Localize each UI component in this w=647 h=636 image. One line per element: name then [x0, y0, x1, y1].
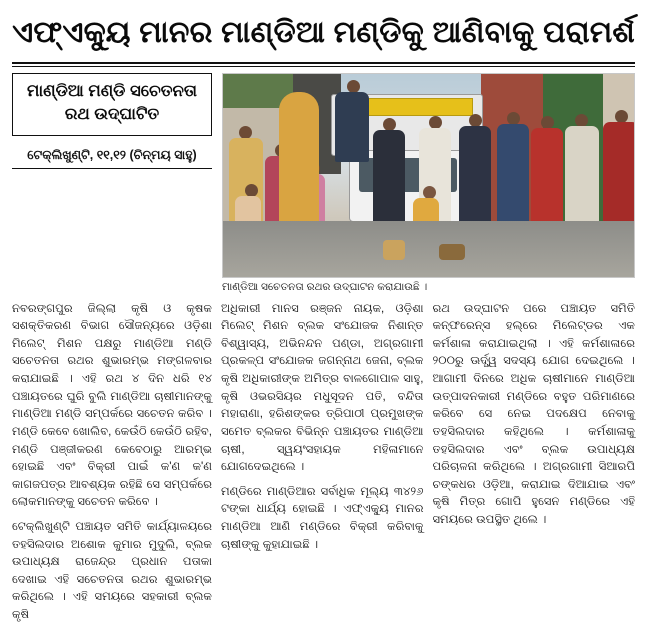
divider-thick	[12, 62, 635, 64]
body-columns	[12, 300, 635, 631]
road-foreground	[223, 221, 634, 277]
body-column-1	[12, 300, 212, 631]
headline-column	[12, 73, 212, 170]
body-column-3	[433, 300, 636, 631]
paragraph: ନବରଙ୍ଗପୁର ଜିଲ୍ଲା କୃଷି ଓ କୃଷକ ସଶକ୍ତିକରଣ ବିଭାଗ ସୌଜନ୍ୟରେ ଓଡ଼ିଶା ମିଲେଟ୍‌ ମିଶନ ପକ୍ଷରୁ ମାଣ୍ଡିଆ ମଣ୍ଡି ସଚେତନତା ରଥର ଶୁଭାରମ୍ଭ ମଙ୍ଗଳବାର କରାଯାଇଛି । ଏହି ରଥ ୪ ଦିନ ଧରି ୧୪ ପଞ୍ଚାୟତରେ ଘୁରି ବୁଲି ମାଣ୍ଡିଆ ଚାଷୀମାନଙ୍କୁ ମାଣ୍ଡିଆ ମଣ୍ଡି ସମ୍ପର୍କରେ ସଚେତନ କରିବ । ମଣ୍ଡି କେବେ ଖୋଲିବ, କେଉଁଠି କେଉଁଠି ରହିବ, ମଣ୍ଡି ପଞ୍ଜୀକରଣ କେବେଠାରୁ ଆରମ୍ଭ ହୋଇଛି ଏବଂ ବିକ୍ରୀ ପାଇଁ କ'ଣ କ'ଣ କାଗଜପତ୍ର ଆବଶ୍ୟକ ରହିଛି ସେ ସମ୍ପର୍କରେ ଲୋକମାନଙ୍କୁ ସଚେତନ କରିବେ ।	[12, 301, 212, 509]
body-column-2	[221, 300, 424, 631]
subheadline-line-2: ରଥ ଉଦ୍‌ଘାଟିତ	[64, 105, 160, 124]
page-headline: ଏଫ୍‌ଏକ୍ୟୁ ମାନର ମାଣ୍ଡିଆ ମଣ୍ଡିକୁ ଆଣିବାକୁ ପରାମର୍ଶ	[12, 16, 635, 49]
news-photo	[222, 73, 635, 278]
divider-thin	[12, 66, 635, 67]
paragraph: ଅଧିକାରୀ ମାନସ ରଞ୍ଜନ ନାୟକ, ଓଡ଼ିଶା ମିଲେଟ୍‌ ମିଶନ ବ୍ଲକ ସଂଯୋଜକ ନିଶାନ୍ତ ବିଶ୍ୱାସ୍ୟ, ଅଭିନନ୍ଦନ ପଣ୍ଡା, ଅଗ୍ରଗାମୀ ପ୍ରକଳ୍ପ ସଂଯୋଜକ ଜଗନ୍ନାଥ ଜେନା, ବ୍ଲକ କୃଷି ଅଧିକାରୀଙ୍କ ଅମିତ୍ର ବାଳଗୋପାଳ ସାହୁ, କୃଷି ଓଭରସିୟର ମଧୁସୂଦନ ପତି, ବନ୍ଦିତା ମହାରାଣା, ହରିଶଙ୍କର ତ୍ରିପାଠୀ ପ୍ରମୁଖଙ୍କ ସମେତ ବ୍ଲକର ବିଭିନ୍ନ ପଞ୍ଚାୟତର ମାଣ୍ଡିଆ ଚାଷୀ, ସ୍ୱୟଂସହାୟକ ମହିଳାମାନେ ଯୋଗଦେଇଥିଲେ ।	[221, 301, 424, 474]
subheadline-box	[12, 73, 212, 137]
paragraph: ମଣ୍ଡିରେ ମାଣ୍ଡିଆର ସର୍ବାଧିକ ମୂଲ୍ୟ ୩୪୨୬ ଟଙ୍କା ଧାର୍ଯ୍ୟ ହୋଇଛି । ଏଫ୍‌ଏକ୍ୟୁ ମାନର ମାଣ୍ଡିଆ ଆଣି ମଣ୍ଡିରେ ବିକ୍ରୀ କରିବାକୁ ଚାଷୀଙ୍କୁ କୁହାଯାଇଛି ।	[221, 484, 424, 551]
paragraph: ଟେକ୍‌ଲିଖୁଣ୍ଟି ପଞ୍ଚାୟତ ସମିତି କାର୍ଯ୍ୟାଳୟରେ ତହସିଲଦାର ଅଶୋକ କୁମାର ମୁଦୁଲି, ବ୍ଲକ ଉପାଧ୍ୟକ୍ଷ ରାଜେନ୍ଦ୍ର ପ୍ରଧାନ ପତାକା ଦେଖାଇ ଏହି ସଚେତନତା ରଥର ଶୁଭାରମ୍ଭ କରିଥିଲେ । ଏହି ସମୟରେ ସହକାରୀ ବ୍ଲକ କୃଷି	[12, 519, 212, 621]
byline: ଟେକ୍‌ଲିଖୁଣ୍ଟି, ୧୧,୧୨ (ଚିନ୍ମୟ ସାହୁ)	[12, 148, 212, 169]
subheadline-line-1: ମାଣ୍ଡିଆ ମଣ୍ଡି ସଚେତନତା	[27, 81, 197, 100]
photo-caption: ମାଣ୍ଡିଆ ସଚେତନତା ରଥର ଉଦ୍‌ଘାଟନ କରାଯାଉଛି ।	[222, 280, 428, 293]
paragraph: ରଥ ଉଦ୍‌ଘାଟନ ପରେ ପଞ୍ଚାୟତ ସମିତି କନ୍‌ଫରେନ୍ସ ହଲ୍‌ରେ ମିଲେଟ୍‌ଡର ଏକ କର୍ମଶାଳା କରାଯାଇଥିଲା । ଏହି କର୍ମଶାଳାରେ ୨୦୦ରୁ ଊର୍ଦ୍ଧ୍ୱ ସଦସ୍ୟ ଯୋଗ ଦେଇଥିଲେ । ଆଗାମୀ ଦିନରେ ଅଧିକ ଚାଷୀମାନେ ମାଣ୍ଡିଆ ଉତ୍ପାଦନକାରୀ ମଣ୍ଡିରେ ବହୁତ ପରିମାଣରେ କରିବେ ସେ ନେଇ ପଦକ୍ଷେପ ନେବାକୁ ତହସିଲଦାର କହିଥିଲେ । କର୍ମଶାଳାକୁ ତହସିଲଦାର ଏବଂ ବ୍ଲକ ଉପାଧ୍ୟକ୍ଷ ପରିଚାଳନା କରିଥିଲେ । ଅଗ୍ରଗାମୀ ସିଆରପି ଚଙ୍କଧର ଓଡ଼ିଆ, କରାଯାଇ ଦିଆଯାଇ ଏବଂ କୃଷି ମିତ୍ର ଗୋପି ହୁସେନ ମଣ୍ଡିରେ ଏହି ସମୟରେ ଉପସ୍ଥିତ ଥିଲେ ।	[432, 301, 635, 526]
upper-band	[12, 73, 635, 294]
photo-column	[222, 73, 635, 294]
